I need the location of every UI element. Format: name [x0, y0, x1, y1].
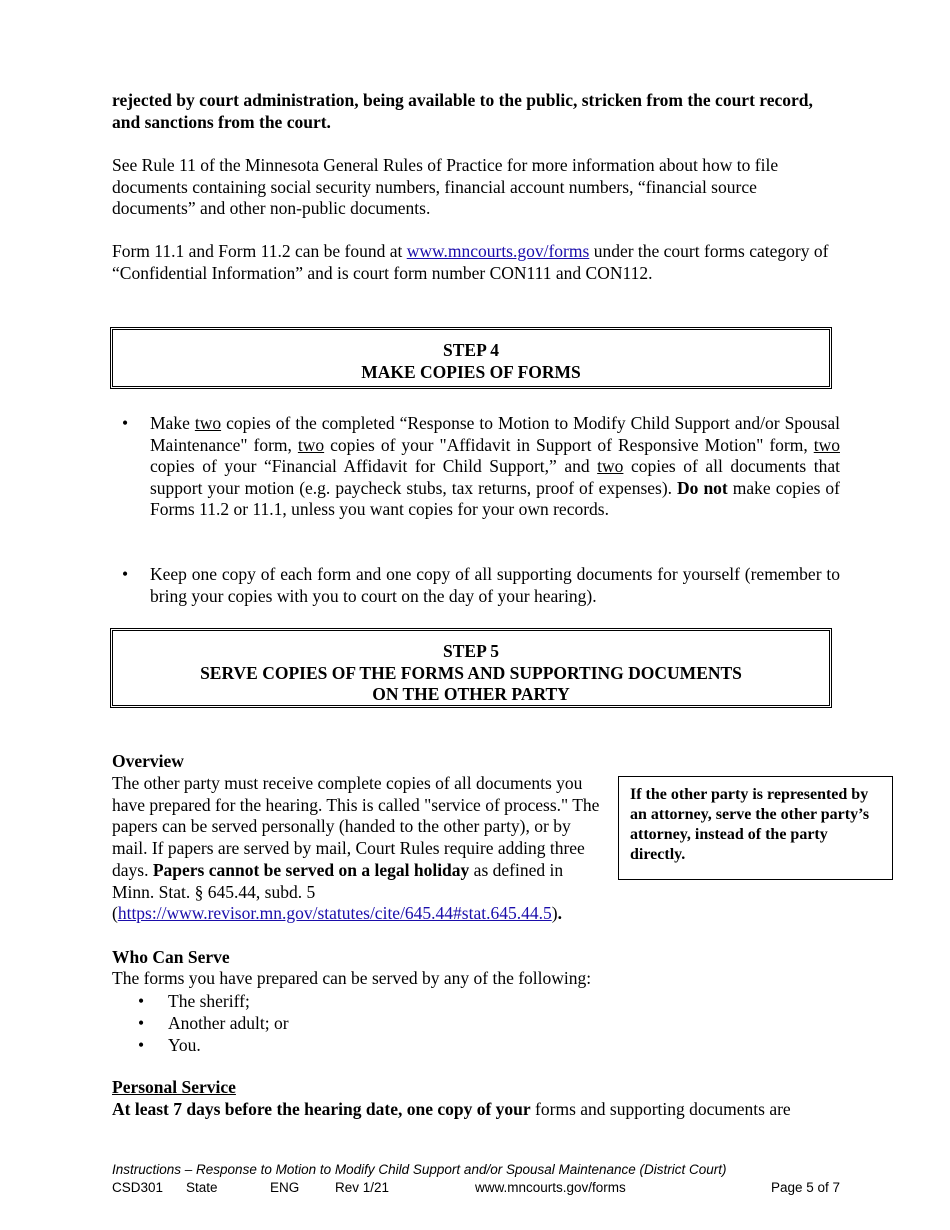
step5-box	[110, 628, 832, 708]
overview-paragraph: The other party must receive complete copies of all documents you have prepared for the hearing. This is called "service of process." The papers can be served personally (handed to the other party), or by mail. If papers are served by mail, Court Rules require adding three days. Papers cannot be served on a legal holiday as defined in Minn. Stat. § 645.44, subd. 5 (https://www.revisor.mn.gov/statutes/cite/645.44#stat.645.44.5).	[112, 773, 600, 924]
list-item: • The sheriff;	[138, 991, 250, 1011]
overview-heading: Overview	[112, 751, 184, 771]
footer-page-number: Page 5 of 7	[770, 1180, 840, 1195]
bullet-icon: •	[122, 564, 129, 584]
copies-instruction: Make two copies of the completed “Response to Motion to Modify Child Support and/or Spousal Maintenance" form, two copies of your "Affidavit in Support of Responsive Motion" form, two copies of your “Financial Affidavit for Child Support,” and two copies of all documents that support your motion (e.g. paycheck stubs, tax returns, proof of expenses). Do not make copies of Forms 11.2 or 11.1, unless you want copies for your own records.	[150, 413, 840, 519]
list-item: • You.	[138, 1035, 201, 1055]
step4-subtitle: MAKE COPIES OF FORMS	[361, 361, 581, 382]
step5-title: STEP 5	[443, 641, 499, 661]
bullet-icon: •	[138, 991, 145, 1011]
footer-title: Instructions – Response to Motion to Modify Child Support and/or Spousal Maintenance (District Court)	[112, 1162, 727, 1177]
footer-state: State	[186, 1180, 218, 1195]
bullet-icon: •	[122, 413, 129, 433]
list-item: • Another adult; or	[138, 1013, 289, 1033]
forms-text-pre: Form 11.1 and Form 11.2 can be found at	[112, 241, 407, 261]
rule-paragraph: See Rule 11 of the Minnesota General Rules of Practice for more information about how to file documents containing social security numbers, financial account numbers, “financial source documents” and other non-public documents.	[112, 155, 779, 218]
revisor-statute-link[interactable]: https://www.revisor.mn.gov/statutes/cite/645.44#stat.645.44.5	[117, 903, 552, 924]
footer-language: ENG	[270, 1180, 300, 1195]
list-item	[112, 564, 840, 607]
personal-service-heading: Personal Service	[112, 1077, 236, 1097]
forms-text-post: under the court forms category of “Confidential Information” and is court form number CON111 and CON112.	[112, 241, 829, 283]
step4-title: STEP 4	[443, 340, 499, 360]
keep-copy-instruction: Keep one copy of each form and one copy of all supporting documents for yourself (remember to bring your copies with you to court on the day of your hearing).	[150, 564, 840, 606]
bullet-icon: •	[138, 1035, 145, 1055]
footer-form-code: CSD301	[112, 1180, 164, 1195]
attorney-note-box	[618, 776, 893, 880]
footer-url: www.mncourts.gov/forms	[475, 1180, 626, 1195]
footer-meta	[112, 1180, 840, 1198]
list-item	[112, 413, 840, 521]
footer-revision: Rev 1/21	[335, 1180, 390, 1195]
step4-box	[110, 327, 832, 389]
personal-service-text: At least 7 days before the hearing date, one copy of your forms and supporting documents are	[112, 1099, 791, 1119]
mncourts-forms-link[interactable]: www.mncourts.gov/forms	[406, 241, 590, 261]
bullet-icon: •	[138, 1013, 145, 1033]
attorney-note-text: If the other party is represented by an attorney, serve the other party’s attorney, instead of the party directly.	[630, 786, 870, 863]
step5-line2: SERVE COPIES OF THE FORMS AND SUPPORTING DOCUMENTS	[200, 662, 742, 683]
warning-text: rejected by court administration, being available to the public, stricken from the court record, and sanctions from the court.	[112, 90, 813, 132]
who-can-serve-heading: Who Can Serve	[112, 947, 230, 967]
step5-line3: ON THE OTHER PARTY	[372, 684, 570, 704]
forms-paragraph	[112, 241, 840, 284]
who-can-serve-intro: The forms you have prepared can be served by any of the following:	[112, 968, 592, 988]
